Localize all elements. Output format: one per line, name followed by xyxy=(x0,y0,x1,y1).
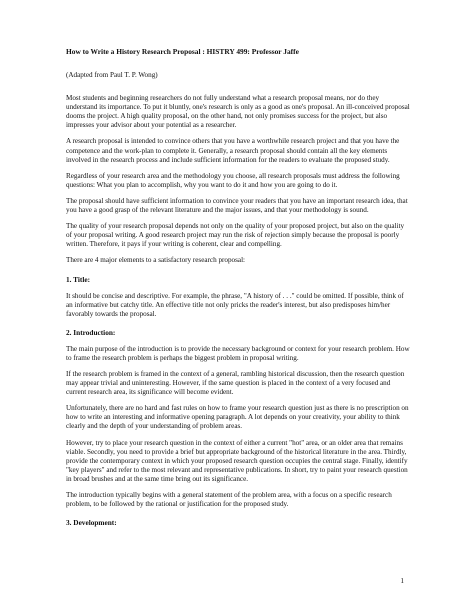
section-paragraph: It should be concise and descriptive. For example, the phrase, "A history of . . ." could be omitted. If possible, think of an informative but catchy title. An effective title not only pricks the reader's interest, but also predisposes him/her favorably towards the proposal. xyxy=(66,291,404,318)
intro-paragraph: Regardless of your research area and the methodology you choose, all research proposals must address the following questions: What you plan to accomplish, why you want to do it and how you are going to do it. xyxy=(66,171,400,189)
section-heading-development: 3. Development: xyxy=(66,518,117,528)
section-paragraph: The introduction typically begins with a general statement of the problem area, with a focus on a specific research problem, to be followed by the rational or justification for the proposed study. xyxy=(66,491,392,509)
section-paragraph: Unfortunately, there are no hard and fast rules on how to frame your research question just as there is no prescription on how to write an interesting and informative opening paragraph. A lot depends on your creativity, your ability to think clearly and the depth of your understanding of problem areas. xyxy=(66,404,409,431)
section-paragraph: If the research problem is framed in the context of a general, rambling historical discussion, then the research question may appear trivial and uninteresting. However, if the same question is placed in the context of a very focused and current research area, its significance will become evident. xyxy=(66,369,405,397)
intro-paragraph: There are 4 major elements to a satisfactory research proposal: xyxy=(66,256,246,265)
section-paragraph: However, try to place your research question in the context of either a current "hot" area, or an older area that remains viable. Secondly, you need to provide a brief but appropriate background of the historical literature in the area. Thirdly, provide the contemporary context in which your proposed research question occupies the central stage. Finally, identify "key players" and refer to the most relevant and representative publications. In short, try to paint your research question in broad brushes and at the same time bring out its significance. xyxy=(66,438,408,483)
page-number: 1 xyxy=(400,577,404,585)
section-heading-introduction: 2. Introduction: xyxy=(66,327,116,337)
document-title: How to Write a History Research Proposal : HISTRY 499: Professor Jaffe xyxy=(66,47,299,56)
intro-paragraph: The proposal should have sufficient information to convince your readers that you have an important research idea, that you have a good grasp of the relevant literature and the major issues, and that your methodology is sound. xyxy=(66,196,408,215)
intro-paragraph: Most students and beginning researchers do not fully understand what a research proposal means, nor do they understand its importance. To put it bluntly, one's research is only as a good as one's proposal. An ill-conceived proposal dooms the project. A high quality proposal, on the other hand, not only promises success for the project, but also impresses your advisor about your potential as a researcher. xyxy=(66,94,410,130)
section-heading-title: 1. Title: xyxy=(66,274,91,284)
intro-paragraph: A research proposal is intended to convince others that you have a worthwhile research project and that you have the competence and the work-plan to complete it. Generally, a research proposal should contain all the key elements involved in the research process and include sufficient information for the readers to evaluate the proposed study. xyxy=(66,137,400,164)
section-paragraph: The main purpose of the introduction is to provide the necessary background or context for your research problem. How to frame the research problem is perhaps the biggest problem in proposal writing. xyxy=(66,344,410,362)
adapted-note: (Adapted from Paul T. P. Wong) xyxy=(66,71,158,79)
intro-paragraph: The quality of your research proposal depends not only on the quality of your proposed project, but also on the quality of your proposal writing. A good research project may run the risk of rejection simply because the proposal is poorly written. Therefore, it pays if your writing is coherent, clear and compelling. xyxy=(66,222,405,249)
